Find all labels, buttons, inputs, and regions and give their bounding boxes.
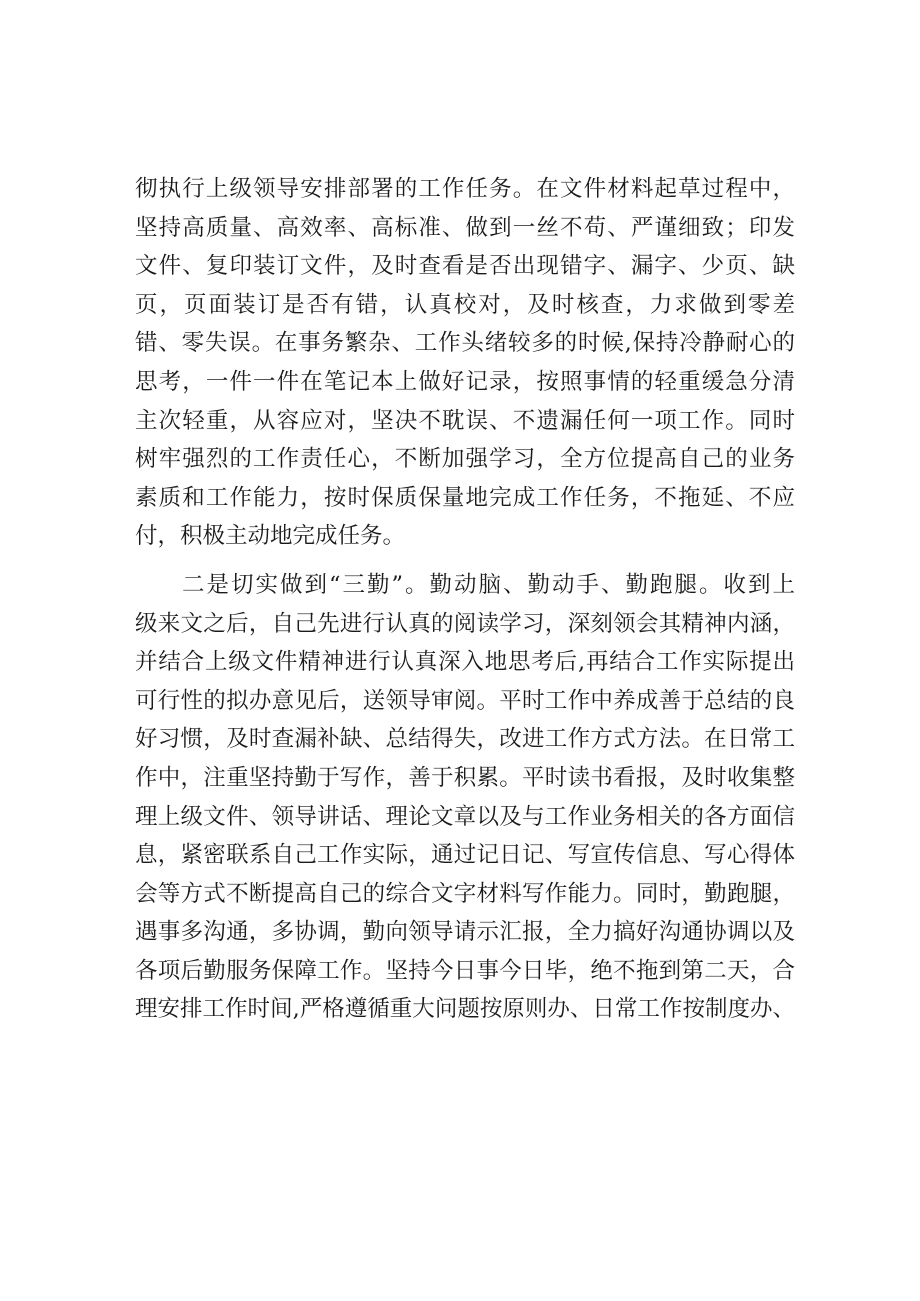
- text-line: 遇事多沟通，多协调，勤向领导请示汇报，全力搞好沟通协调以及: [135, 919, 795, 946]
- text-line: 并结合上级文件精神进行认真深入地思考后,再结合工作实际提出: [135, 649, 795, 676]
- paragraph-spacer: [135, 556, 795, 566]
- text-line: 文件、复印装订文件，及时查看是否出现错字、漏字、少页、缺: [135, 253, 795, 280]
- text-line: 树牢强烈的工作责任心，不断加强学习，全方位提高自己的业务: [135, 446, 795, 473]
- text-line: 会等方式不断提高自己的综合文字材料写作能力。同时，勤跑腿，: [135, 880, 795, 907]
- text-line: 好习惯，及时查漏补缺、总结得失，改进工作方式方法。在日常工: [135, 726, 795, 753]
- text-line: 素质和工作能力，按时保质保量地完成工作任务，不拖延、不应: [135, 484, 795, 511]
- paragraph-2: [135, 566, 795, 1029]
- text-line: 思考，一件一件在笔记本上做好记录，按照事情的轻重缓急分清: [135, 368, 795, 395]
- text-line: 二是切实做到“三勤”。勤动脑、勤动手、勤跑腿。收到上: [182, 571, 795, 598]
- text-line: 息，紧密联系自己工作实际，通过记日记、写宣传信息、写心得体: [135, 842, 795, 869]
- text-line: 坚持高质量、高效率、高标准、做到一丝不苟、严谨细致；印发: [135, 214, 795, 241]
- text-line: 错、零失误。在事务繁杂、工作头绪较多的时候,保持冷静耐心的: [135, 330, 795, 357]
- document-body: [135, 170, 795, 1029]
- text-line: 可行性的拟办意见后，送领导审阅。平时工作中养成善于总结的良: [135, 687, 795, 714]
- text-line: 级来文之后，自己先进行认真的阅读学习，深刻领会其精神内涵，: [135, 610, 795, 637]
- text-line: 付，积极主动地完成任务。: [135, 523, 406, 550]
- text-line: 理上级文件、领导讲话、理论文章以及与工作业务相关的各方面信: [135, 803, 795, 830]
- paragraph-1: [135, 170, 795, 556]
- text-line: 作中，注重坚持勤于写作，善于积累。平时读书看报，及时收集整: [135, 764, 795, 791]
- text-line: 彻执行上级领导安排部署的工作任务。在文件材料起草过程中，: [135, 176, 795, 202]
- text-line: 页，页面装订是否有错，认真校对，及时核查，力求做到零差: [135, 291, 795, 318]
- text-line: 主次轻重，从容应对，坚决不耽误、不遗漏任何一项工作。同时: [135, 407, 795, 434]
- text-line: 理安排工作时间,严格遵循重大问题按原则办、日常工作按制度办、: [135, 996, 795, 1023]
- text-line: 各项后勤服务保障工作。坚持今日事今日毕，绝不拖到第二天，合: [135, 957, 795, 984]
